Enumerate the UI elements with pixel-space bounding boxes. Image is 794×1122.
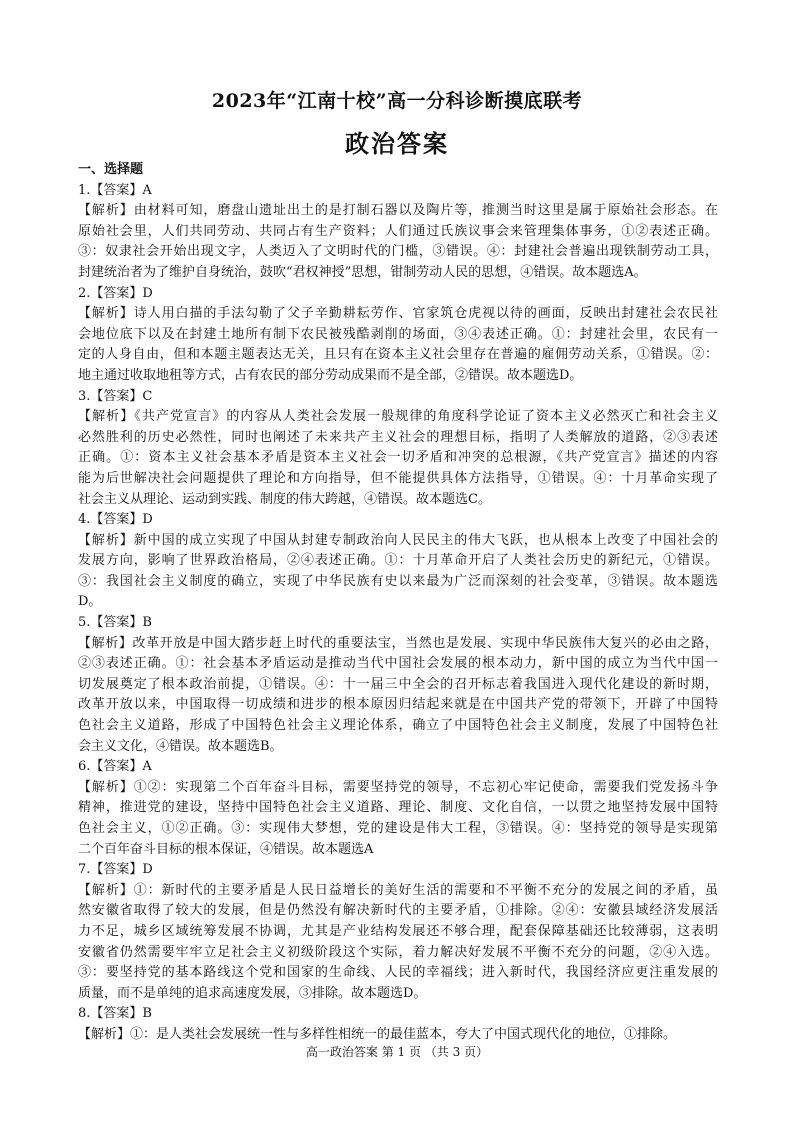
explanation-line: 原始社会里，人们共同劳动、共同占有生产资料；人们通过氏族议事会来管理集体事务，①②表述正确。 — [78, 223, 718, 239]
answer-heading: 7.【答案】D — [78, 862, 153, 878]
explanation-line: D。 — [78, 594, 102, 610]
answer-heading: 1.【答案】A — [78, 182, 152, 198]
explanation-line: 切发展奠定了根本政治前提，①错误。④：十一届三中全会的召开标志着我国进入现代化建设的新时期， — [78, 676, 718, 692]
explanation-line: 会地位底下以及在封建土地所有制下农民被残酷剥削的场面，③④表述正确。①：封建社会里，农民有一 — [78, 326, 718, 342]
explanation-line: 然安徽省取得了较大的发展，但是仍然没有解决新时代的主要矛盾，①排除。②④：安徽县域经济发展活 — [78, 903, 718, 919]
explanation-line: 封建统治者为了维护自身统治，鼓吹“君权神授”思想，钳制劳动人民的思想，④错误。故本题选A。 — [78, 264, 647, 280]
explanation-line: 地主通过收取地租等方式，占有农民的部分劳动成果而不是全部，②错误。故本题选D。 — [78, 367, 583, 383]
explanation-line: ③：我国社会主义制度的确立，实现了中华民族有史以来最为广泛而深刻的社会变革，③错误。故本题选 — [78, 573, 718, 589]
explanation-line: ②③表述正确。①：社会基本矛盾运动是推动当代中国社会发展的根本动力，新中国的成立为当代中国一 — [78, 656, 718, 672]
answer-heading: 8.【答案】B — [78, 1006, 152, 1022]
answer-heading: 3.【答案】C — [78, 388, 153, 404]
page-footer: 高一政治答案 第 1 页 （共 3 页） — [305, 1045, 489, 1059]
explanation-line: 【解析】诗人用白描的手法勾勒了父子辛勤耕耘劳作、官家筑仓虎视以待的画面，反映出封建社会农民社 — [78, 306, 718, 322]
explanation-line: 【解析】由材料可知，磨盘山遗址出土的是打制石器以及陶片等，推测当时这里是属于原始社会形态。在 — [78, 203, 718, 219]
explanation-line: 【解析】《共产党宣言》的内容从人类社会发展一般规律的角度科学论证了资本主义必然灭亡和社会主义 — [78, 409, 718, 425]
explanation-line: 【解析】改革开放是中国大踏步赶上时代的重要法宝，当然也是发展、实现中华民族伟大复兴的必由之路， — [78, 635, 718, 651]
explanation-line: ③：要坚持党的基本路线这个党和国家的生命线、人民的幸福线；进入新时代，我国经济应更注重发展的 — [78, 965, 718, 981]
explanation-line: 【解析】①：新时代的主要矛盾是人民日益增长的美好生活的需要和不平衡不充分的发展之间的矛盾，虽 — [78, 882, 718, 898]
explanation-line: 正确。①：资本主义社会基本矛盾是资本主义社会一切矛盾和冲突的总根源，《共产党宣言》描述的内容 — [78, 450, 718, 466]
explanation-line: 质量，而不是单纯的追求高速度发展，③排除。故本题选D。 — [78, 985, 427, 1001]
answer-content — [78, 160, 718, 1046]
document-subtitle: 政治答案 — [345, 129, 449, 158]
explanation-line: 必然胜利的历史必然性，同时也阐述了未来共产主义社会的理想目标，指明了人类解放的道路，②③表述 — [78, 429, 718, 445]
explanation-line: 社会主义从理论、运动到实践、制度的伟大跨越，④错误。故本题选C。 — [78, 491, 491, 507]
answer-heading: 6.【答案】A — [78, 759, 152, 775]
explanation-line: 二个百年奋斗目标的根本保证，④错误。故本题选A — [78, 841, 374, 857]
explanation-line: 能为后世解决社会问题提供了理论和方向指导，但不能提供具体方法指导，①错误。④：十月革命实现了 — [78, 470, 718, 486]
explanation-line: 改革开放以来，中国取得一切成绩和进步的根本原因归结起来就是在中国共产党的带领下，开辟了中国特 — [78, 697, 718, 713]
explanation-line: ③：奴隶社会开始出现文字，人类迈入了文明时代的门槛，③错误。④：封建社会普遍出现铁制劳动工具， — [78, 244, 718, 260]
answer-heading: 2.【答案】D — [78, 285, 153, 301]
explanation-line: 安徽省仍然需要牢牢立足社会主义初级阶段这个实际，着力解决好发展不平衡不充分的问题，②④入选。 — [78, 944, 718, 960]
answer-heading: 5.【答案】B — [78, 615, 152, 631]
explanation-line: 精神，推进党的建设，坚持中国特色社会主义道路、理论、制度、文化自信，一以贯之地坚持发展中国特 — [78, 800, 718, 816]
explanation-line: 力不足，城乡区域统筹发展不协调，尤其是产业结构发展还不够合理，配套保障基础还比较薄弱，这表明 — [78, 923, 718, 939]
explanation-line: 【解析】新中国的成立实现了中国从封建专制政治向人民民主的伟大飞跃，也从根本上改变了中国社会的 — [78, 532, 718, 548]
answer-lines — [78, 181, 718, 1046]
explanation-line: 色社会主义道路，形成了中国特色社会主义理论体系，确立了中国特色社会主义制度，发展了中国特色社 — [78, 718, 718, 734]
answer-heading: 4.【答案】D — [78, 512, 153, 528]
explanation-line: 【解析】①②：实现第二个百年奋斗目标，需要坚持党的领导，不忘初心牢记使命，需要我们党发扬斗争 — [78, 779, 718, 795]
section-heading: 一、选择题 — [78, 162, 144, 177]
explanation-line: 会主义文化，④错误。故本题选B。 — [78, 738, 283, 754]
explanation-line: 定的人身自由，但和本题主题表达无关，且只有在资本主义社会里存在普遍的雇佣劳动关系，①错误。②： — [78, 347, 718, 363]
exam-title: 2023年“江南十校”高一分科诊断摸底联考 — [211, 90, 583, 112]
explanation-line: 发展方向，影响了世界政治格局，②④表述正确。①：十月革命开启了人类社会历史的新纪元，①错误。 — [78, 553, 718, 569]
explanation-line: 【解析】①：是人类社会发展统一性与多样性相统一的最佳蓝本，夸大了中国式现代化的地位，①排除。 — [78, 1026, 677, 1042]
explanation-line: 色社会主义，①②正确。③：实现伟大梦想，党的建设是伟大工程，③错误。④：坚持党的领导是实现第 — [78, 821, 718, 836]
